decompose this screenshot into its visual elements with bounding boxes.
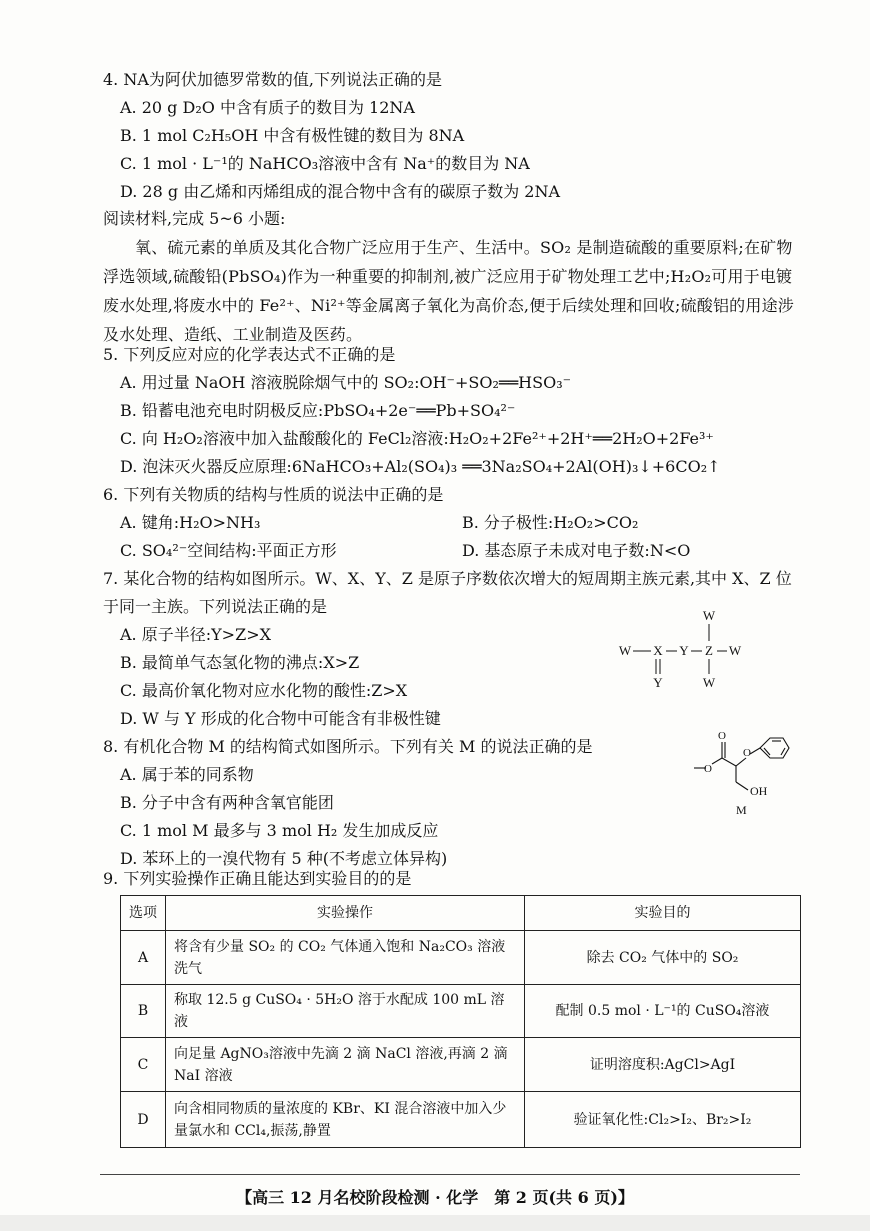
q7-option-a: A. 原子半径:Y>Z>X: [120, 625, 272, 644]
q6-stem: 6. 下列有关物质的结构与性质的说法中正确的是: [103, 485, 444, 504]
q7-option-d: D. W 与 Y 形成的化合物中可能含有非极性键: [120, 709, 441, 728]
atom-w-left: W: [618, 643, 632, 658]
q5-option-d: D. 泡沫灭火器反应原理:6NaHCO₃+Al₂(SO₄)₃ ══3Na₂SO₄+2Al(OH)₃↓+6CO₂↑: [120, 457, 721, 476]
table-row: [121, 1038, 801, 1092]
q8-option-a: A. 属于苯的同系物: [120, 765, 254, 784]
atom-w-top: W: [702, 610, 716, 623]
q9-experiment-table: [120, 895, 801, 1148]
q7-option-c: C. 最高价氧化物对应水化物的酸性:Z>X: [120, 681, 408, 700]
table-row: [121, 931, 801, 985]
q6-option-c: C. SO₄²⁻空间结构:平面正方形: [120, 541, 337, 560]
atom-y-middle: Y: [679, 643, 689, 658]
row-key: C: [121, 1038, 166, 1092]
page-footer: 【高三 12 月名校阶段检测 · 化学 第 2 页(共 6 页)】: [236, 1188, 634, 1207]
row-operation: 向含相同物质的量浓度的 KBr、KI 混合溶液中加入少量氯水和 CCl₄,振荡,静置: [166, 1092, 525, 1148]
header-operation: 实验操作: [166, 896, 525, 931]
q8-option-c: C. 1 mol M 最多与 3 mol H₂ 发生加成反应: [120, 821, 439, 840]
compound-m-label: M: [736, 803, 747, 816]
row-key: A: [121, 931, 166, 985]
row-purpose: 验证氧化性:Cl₂>I₂、Br₂>I₂: [525, 1092, 801, 1148]
q7-option-b: B. 最简单气态氢化物的沸点:X>Z: [120, 653, 360, 672]
row-key: B: [121, 985, 166, 1038]
table-row: [121, 985, 801, 1038]
q5-option-c: C. 向 H₂O₂溶液中加入盐酸酸化的 FeCl₂溶液:H₂O₂+2Fe²⁺+2H⁺══2H₂O+2Fe³⁺: [120, 429, 714, 448]
q7-stem-line2: 于同一主族。下列说法正确的是: [103, 597, 328, 616]
q4-option-c: C. 1 mol · L⁻¹的 NaHCO₃溶液中含有 Na⁺的数目为 NA: [120, 154, 530, 173]
ester-o-label: O: [704, 763, 712, 775]
q7-structure-diagram: [615, 610, 755, 692]
carbonyl-o-label: O: [718, 730, 726, 742]
atom-x: X: [653, 643, 663, 658]
row-operation: 将含有少量 SO₂ 的 CO₂ 气体通入饱和 Na₂CO₃ 溶液洗气: [166, 931, 525, 985]
q5-option-b: B. 铅蓄电池充电时阴极反应:PbSO₄+2e⁻══Pb+SO₄²⁻: [120, 401, 516, 420]
table-row: [121, 1092, 801, 1148]
table-header-row: [121, 896, 801, 931]
ether-o-label: O: [743, 747, 751, 759]
reading-heading: 阅读材料,完成 5~6 小题:: [103, 209, 286, 228]
row-key: D: [121, 1092, 166, 1148]
q4-option-d: D. 28 g 由乙烯和丙烯组成的混合物中含有的碳原子数为 2NA: [120, 182, 561, 201]
row-purpose: 配制 0.5 mol · L⁻¹的 CuSO₄溶液: [525, 985, 801, 1038]
q8-option-d: D. 苯环上的一溴代物有 5 种(不考虑立体异构): [120, 849, 448, 868]
atom-y-bottom: Y: [653, 675, 663, 690]
row-purpose: 除去 CO₂ 气体中的 SO₂: [525, 931, 801, 985]
q6-option-d: D. 基态原子未成对电子数:N<O: [462, 541, 691, 560]
q7-stem-line1: 7. 某化合物的结构如图所示。W、X、Y、Z 是原子序数依次增大的短周期主族元素,其中 X、Z 位: [103, 569, 792, 588]
q6-option-b: B. 分子极性:H₂O₂>CO₂: [462, 513, 639, 532]
q8-option-b: B. 分子中含有两种含氧官能团: [120, 793, 334, 812]
row-operation: 向足量 AgNO₃溶液中先滴 2 滴 NaCl 溶液,再滴 2 滴 NaI 溶液: [166, 1038, 525, 1092]
atom-z: Z: [705, 643, 713, 658]
page-bottom-edge: [0, 1215, 870, 1231]
row-operation: 称取 12.5 g CuSO₄ · 5H₂O 溶于水配成 100 mL 溶液: [166, 985, 525, 1038]
q4-stem: 4. NA为阿伏加德罗常数的值,下列说法正确的是: [103, 70, 442, 89]
q5-option-a: A. 用过量 NaOH 溶液脱除烟气中的 SO₂:OH⁻+SO₂══HSO₃⁻: [120, 373, 572, 392]
hydroxyl-label: OH: [750, 784, 768, 798]
q9-stem: 9. 下列实验操作正确且能达到实验目的的是: [103, 869, 412, 888]
q4-option-a: A. 20 g D₂O 中含有质子的数目为 12NA: [120, 98, 415, 117]
atom-w-bottom: W: [702, 675, 716, 690]
q8-stem: 8. 有机化合物 M 的结构简式如图所示。下列有关 M 的说法正确的是: [103, 737, 593, 756]
q6-option-a: A. 键角:H₂O>NH₃: [120, 513, 261, 532]
q8-structure-diagram: [686, 724, 806, 816]
q5-stem: 5. 下列反应对应的化学表达式不正确的是: [103, 345, 396, 364]
q4-option-b: B. 1 mol C₂H₅OH 中含有极性键的数目为 8NA: [120, 126, 465, 145]
reading-paragraph: 氧、硫元素的单质及其化合物广泛应用于生产、生活中。SO₂ 是制造硫酸的重要原料;在矿物浮选领域,硫酸铅(PbSO₄)作为一种重要的抑制剂,被广泛应用于矿物处理工艺中;H₂O₂可用于电镀废水处理,将废水中的 Fe²⁺、Ni²⁺等金属离子氧化为高价态,便于后续处理和回收;硫酸铝的用途涉及水处理、造纸、工业制造及医药。: [103, 238, 794, 344]
footer-divider: [100, 1174, 800, 1175]
header-purpose: 实验目的: [525, 896, 801, 931]
atom-w-right: W: [728, 643, 742, 658]
row-purpose: 证明溶度积:AgCl>AgI: [525, 1038, 801, 1092]
header-option: 选项: [121, 896, 166, 931]
